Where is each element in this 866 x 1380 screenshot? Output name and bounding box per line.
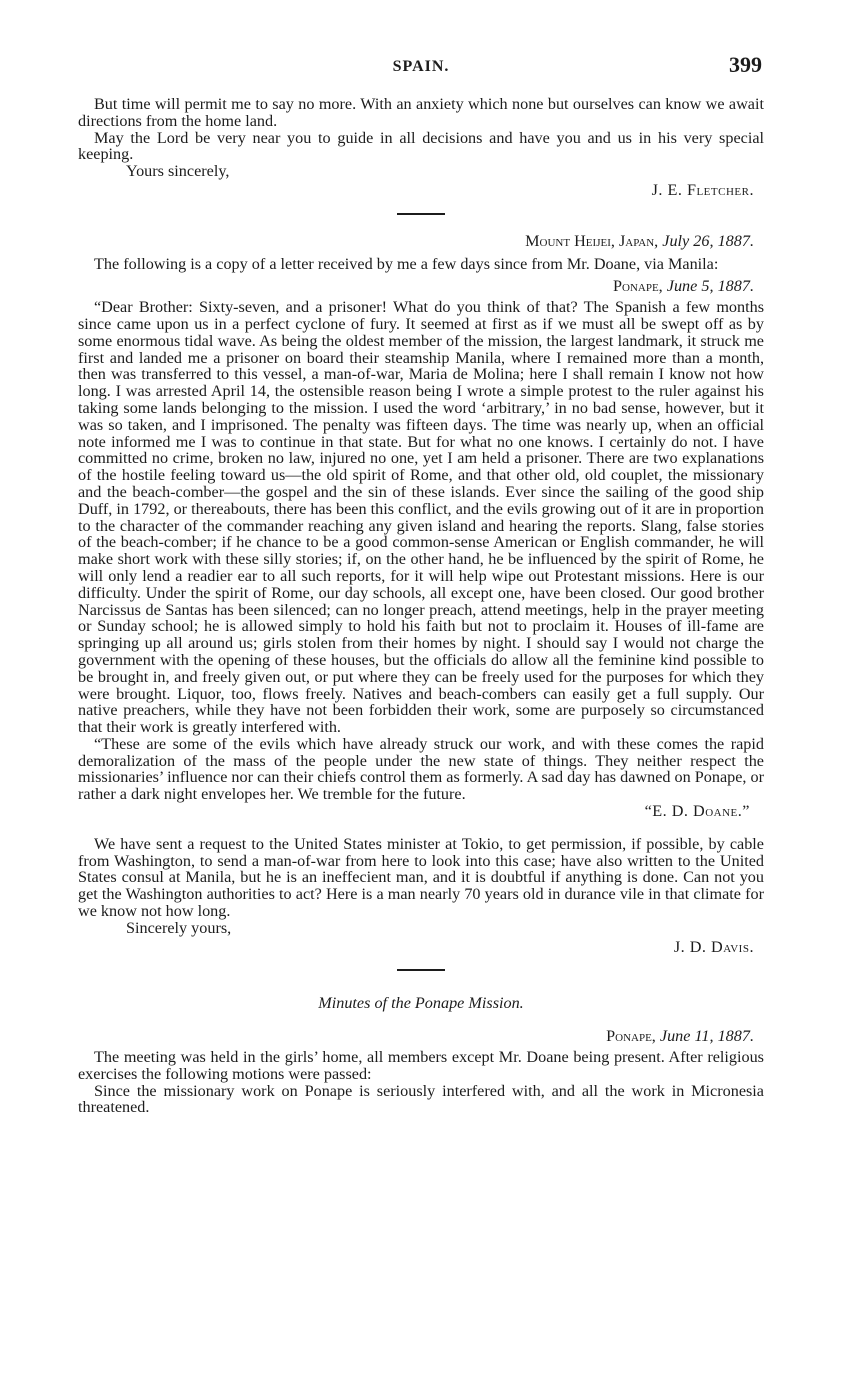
letter2-dateline-place: Mount Heijei, Japan,	[525, 231, 659, 250]
minutes-dateline	[78, 1028, 764, 1045]
letter2-followup: We have sent a request to the United States minister at Tokio, to get permission, if possible, by cable from Washington, to send a man-of-war from here to look into this case; have also written to the United States consul at Manila, but he is an ineffecient man, and it is doubtful if anything is done. Can not you get the Washington authorities to act? Here is a man nearly 70 years old in durance vile in that climate for we know not how long.	[78, 834, 764, 921]
doane-dateline-date: June 5, 1887.	[666, 277, 754, 296]
minutes-paragraph-1: The meeting was held in the girls’ home, all members except Mr. Doane being present. After religious exercises the following motions were passed:	[78, 1048, 764, 1083]
letter2-signature: J. D. Davis.	[673, 937, 754, 956]
letter2-dateline-date: July 26, 1887.	[662, 231, 754, 250]
document-page	[78, 48, 764, 1116]
doane-letter-paragraph-2: “These are some of the evils which have already struck our work, and with these comes the rapid demoralization of the mass of the people under the new state of things. They neither respect the missionaries’ influence nor can their chiefs control them as formerly. A sad day has dawned on Ponape, or rather a dark night envelopes her. We tremble for the future.	[78, 734, 764, 804]
letter2-dateline	[78, 233, 764, 250]
letter1-closing: Yours sincerely,	[126, 162, 230, 181]
letter1-paragraph-1: But time will permit me to say no more. With an anxiety which none but ourselves can know we await directions from the home land.	[78, 95, 764, 130]
page-number: 399	[729, 52, 762, 77]
doane-letter-paragraph-1: “Dear Brother: Sixty-seven, and a prisoner! What do you think of that? The Spanish a few months since came upon us in a perfect cyclone of fury. It seemed at first as if we must all be swept off as by some enormous tidal wave. As being the oldest member of the mission, the largest landmark, it struck me first and landed me a prisoner on board their steamship Manila, where I remained more than a month, then was transferred to this vessel, a man-of-war, Maria de Molina; here I shall remain I know not how long. I was arrested April 14, the ostensible reason being I wrote a simple protest to the ruler against his taking some lands belonging to the mission. I used the word ‘arbitrary,’ in no bad sense, however, but it was so taken, and I imprisoned. The penalty was fifteen days. The time was nearly up, when an official note informed me I was to continue in that state. But for what no one knows. I certainly do not. I have committed no crime, broken no law, injured no one, yet I am held a prisoner. There are two explanations of the hostile feeling toward us—the old spirit of Rome, and that other old, old couplet, the missionary and the beach-comber—the gospel and the sin of these islands. Ever since the sailing of the good ship Duff, in 1792, or thereabouts, there has been this conflict, and the evils growing out of it are in proportion to the character of the commander reaching any given island and hearing the reports. Slang, false stories of the beach-comber; if he chance to be a good common-sense American or English commander, he will make short work with these silly stories; if, on the other hand, he be influenced by the spirit of Rome, he will only lend a readier ear to all such reports, for it will help wipe out Protestant missions. Here is our difficulty. Under the spirit of Rome, our day schools, all except one, have been closed. Our good brother Narcissus de Santas has been silenced; can no longer preach, attend meetings, help in the prayer meeting or Sunday school; he is allowed simply to hold his faith but not to proclaim it. Houses of ill-fame are springing up all around us; girls stolen from their homes by night. I should say I would not charge the government with the opening of these houses, but the officials do allow all the feminine kind possible to be brought in, and freely given out, or put where they can be freely used for the purposes for which they were brought. Liquor, too, flows freely. Natives and beach-combers can easily get a full supply. Our native preachers, while they have not been forbidden their work, some are purposely so circumstanced that their work is greatly interfered with.	[78, 298, 764, 737]
doane-dateline-place: Ponape,	[613, 277, 663, 296]
letter1-paragraph-2: May the Lord be very near you to guide in all decisions and have you and us in his very special keeping.	[78, 128, 764, 164]
minutes-dateline-place: Ponape,	[606, 1027, 656, 1046]
minutes-title: Minutes of the Ponape Mission.	[318, 994, 524, 1013]
letter2-closing: Sincerely yours,	[126, 918, 232, 937]
letter1-signature: J. E. Fletcher.	[651, 180, 754, 199]
doane-dateline	[78, 278, 764, 295]
running-title: SPAIN.	[392, 58, 450, 75]
doane-signature: “E. D. Doane.”	[644, 802, 750, 821]
letter2-intro: The following is a copy of a letter received by me a few days since from Mr. Doane, via Manila:	[94, 254, 719, 273]
minutes-dateline-date: June 11, 1887.	[659, 1027, 754, 1046]
page-header	[78, 48, 764, 82]
minutes-paragraph-2: Since the missionary work on Ponape is seriously interfered with, and all the work in Micronesia threatened.	[78, 1081, 764, 1117]
